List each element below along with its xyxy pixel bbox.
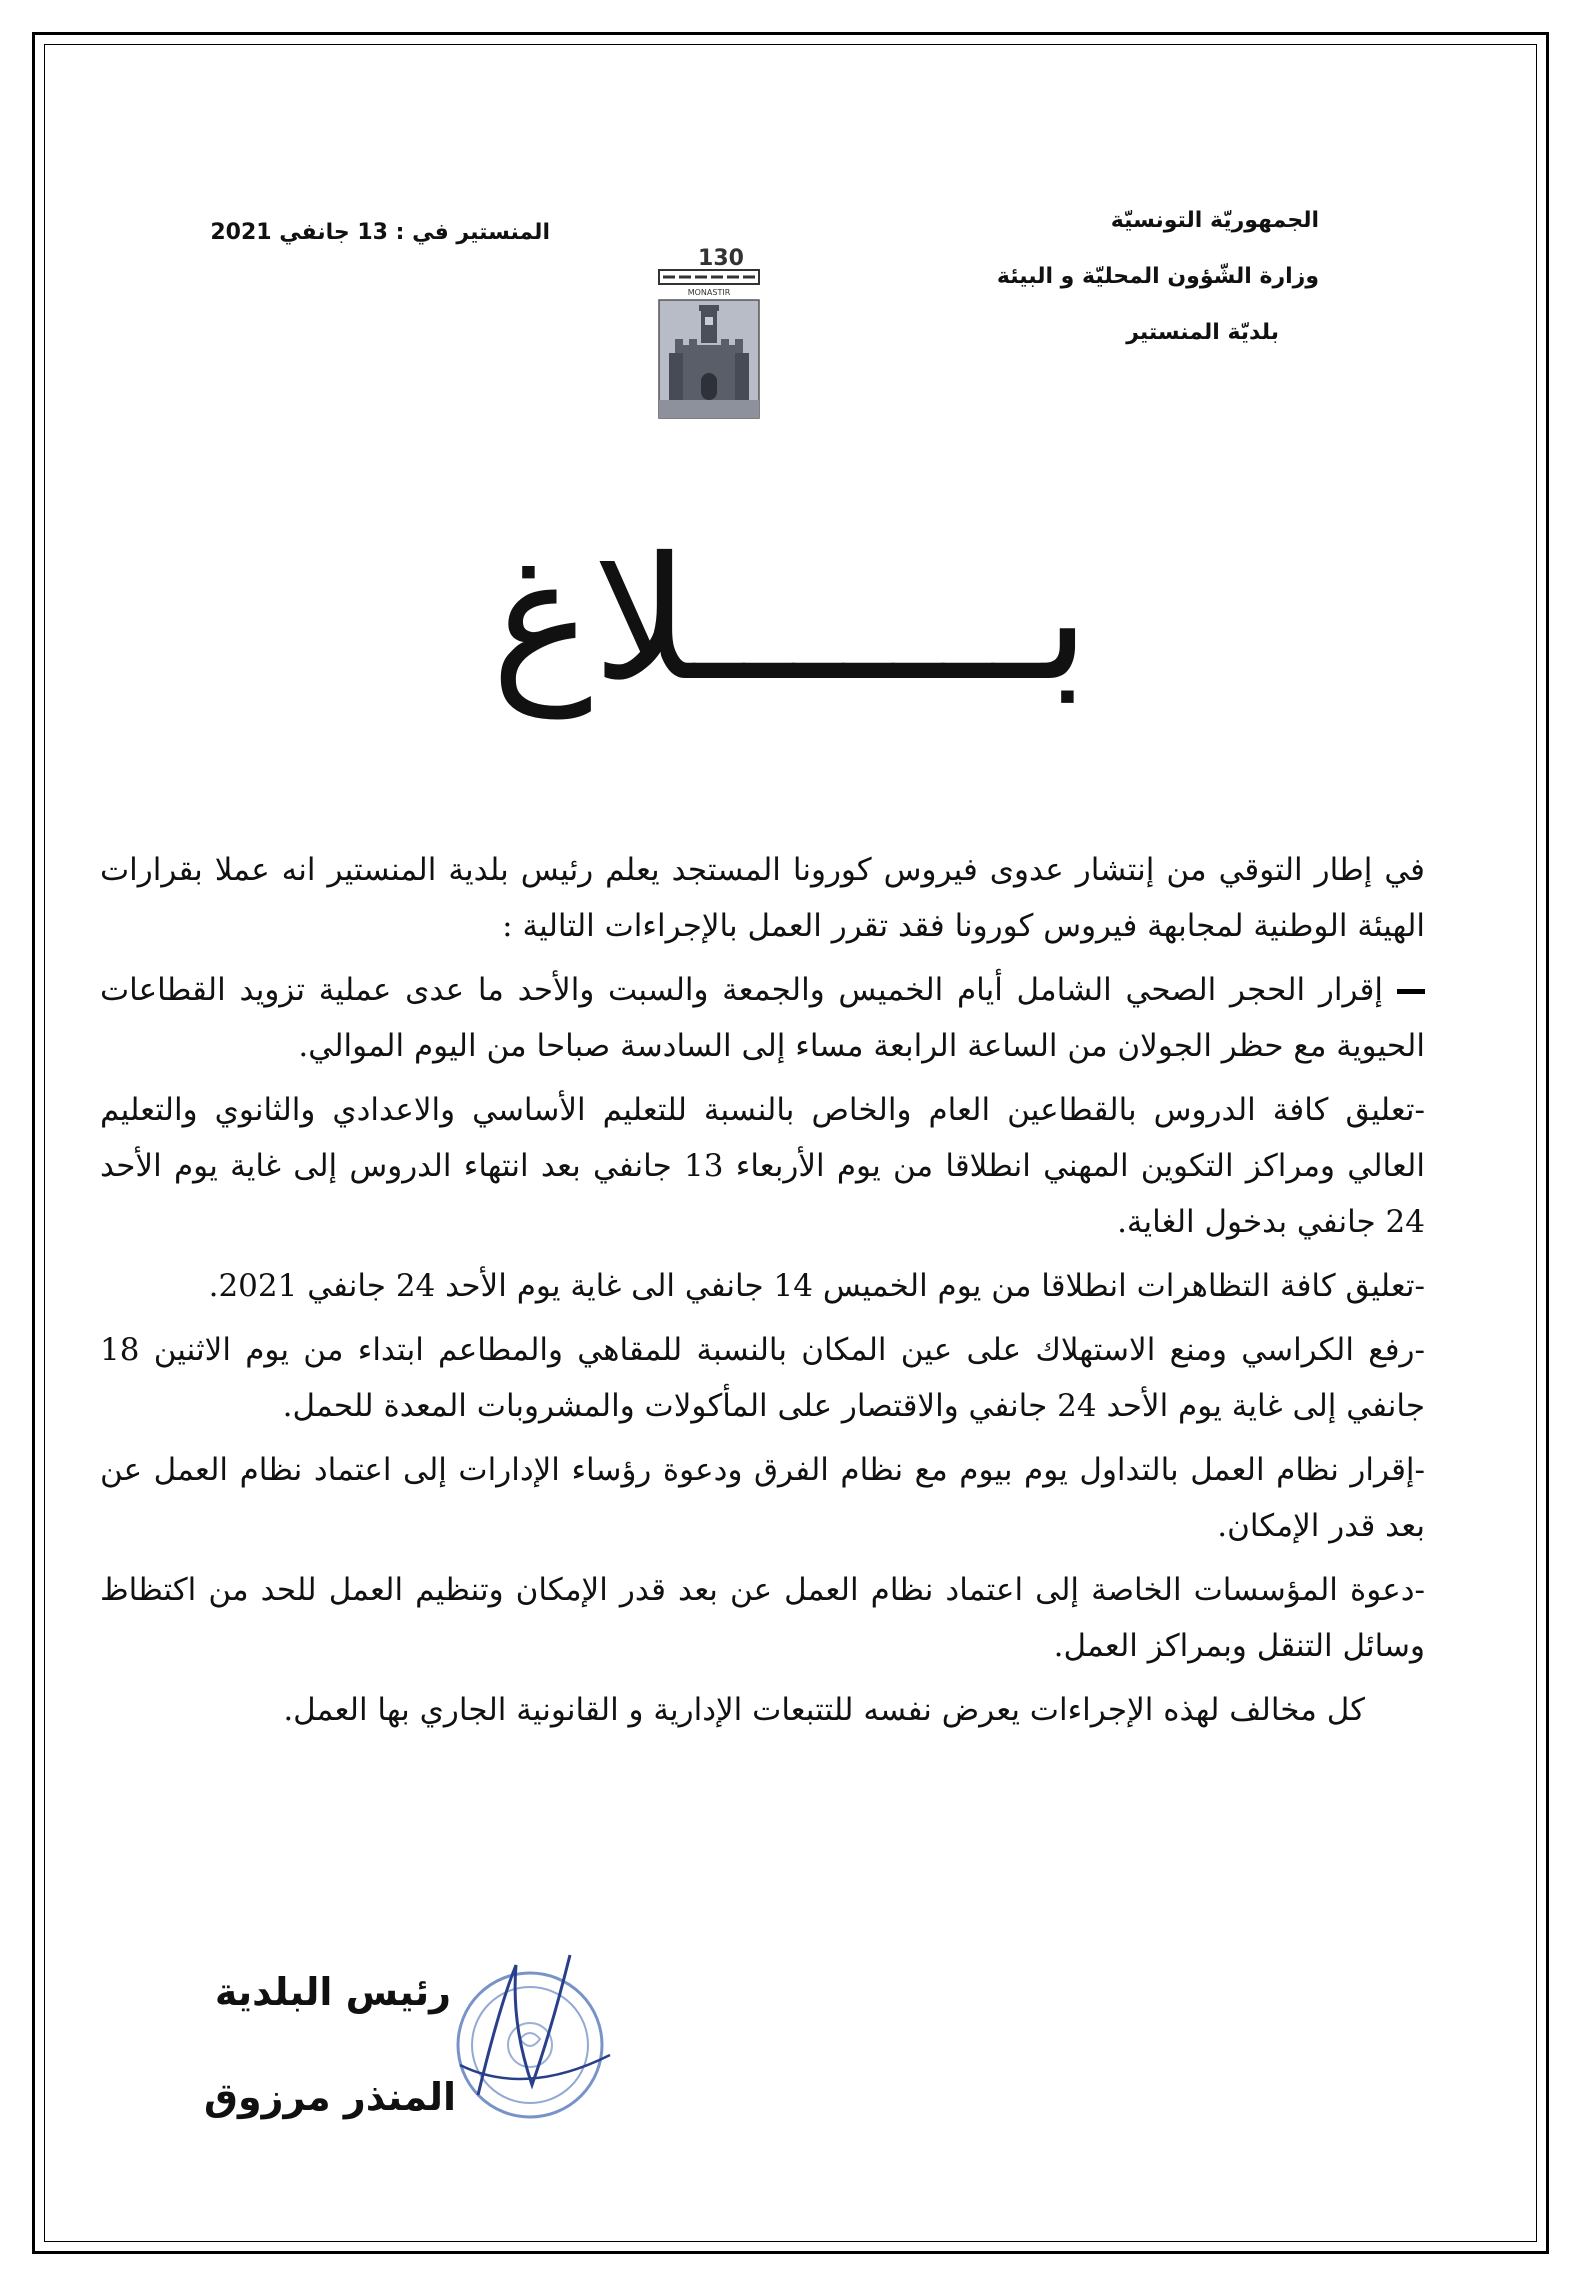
measure-item-3: -تعليق كافة التظاهرات انطلاقا من يوم الخميس 14 جانفي الى غاية يوم الأحد 24 جانفي 2021. — [208, 1268, 1425, 1304]
dash-bullet-icon — [1397, 989, 1425, 994]
measure-item-1 — [100, 962, 1425, 1074]
republic-name: الجمهوريّة التونسيّة — [1110, 208, 1319, 233]
measure-item-2: -تعليق كافة الدروس بالقطاعين العام والخاص بالنسبة للتعليم الأساسي والاعدادي والثانوي والتعليم العالي ومراكز التكوين المهني انطلاقا من يوم الأربعاء 13 جانفي بعد انتهاء الدروس إلى غاية يوم الأحد 24 جانفي بدخول الغاية. — [100, 1092, 1425, 1240]
signatory-name: المنذر مرزوق — [204, 2075, 456, 2119]
measure-item-5: -إقرار نظام العمل بالتداول يوم بيوم مع نظام الفرق ودعوة رؤساء الإدارات إلى اعتماد نظام العمل عن بعد قدر الإمكان. — [100, 1452, 1425, 1544]
measure-item-1-text: إقرار الحجر الصحي الشامل أيام الخميس والجمعة والسبت والأحد ما عدى عملية تزويد القطاعات الحيوية مع حظر الجولان من الساعة الرابعة مساء إلى السادسة صباحا من اليوم الموالي. — [100, 972, 1425, 1064]
letterhead — [899, 210, 1319, 378]
ministry-name: وزارة الشّؤون المحليّة و البيئة — [996, 264, 1319, 289]
closing-paragraph: كل مخالف لهذه الإجراءات يعرض نفسه للتتبعات الإدارية و القانونية الجاري بها العمل. — [283, 1692, 1365, 1728]
measure-item-6: -دعوة المؤسسات الخاصة إلى اعتماد نظام العمل عن بعد قدر الإمكان وتنظيم العمل للحد من اكتظاظ وسائل التنقل وبمراكز العمل. — [100, 1572, 1425, 1664]
logo-city-label: MONASTIR — [687, 288, 731, 297]
municipality-name: بلديّة المنستير — [1126, 320, 1279, 345]
signatory-title: رئيس البلدية — [214, 1970, 451, 2014]
document-title: بـــــــلاغ — [491, 521, 1090, 719]
announcement-body — [100, 842, 1425, 1746]
measure-item-4: -رفع الكراسي ومنع الاستهلاك على عين المكان بالنسبة للمقاهي والمطاعم ابتداء من يوم الاثنين 18 جانفي إلى غاية يوم الأحد 24 جانفي والاقتصار على المأكولات والمشروبات المعدة للحمل. — [100, 1332, 1425, 1424]
intro-paragraph: في إطار التوقي من إنتشار عدوى فيروس كورونا المستجد يعلم رئيس بلدية المنستير انه عملا بقرارات الهيئة الوطنية لمجابهة فيروس كورونا فقد تقرر العمل بالإجراءات التالية : — [100, 852, 1425, 944]
document-date: المنستير في : 13 جانفي 2021 — [210, 220, 550, 245]
logo-number: 130 — [698, 246, 744, 271]
municipality-logo-icon — [655, 245, 763, 420]
